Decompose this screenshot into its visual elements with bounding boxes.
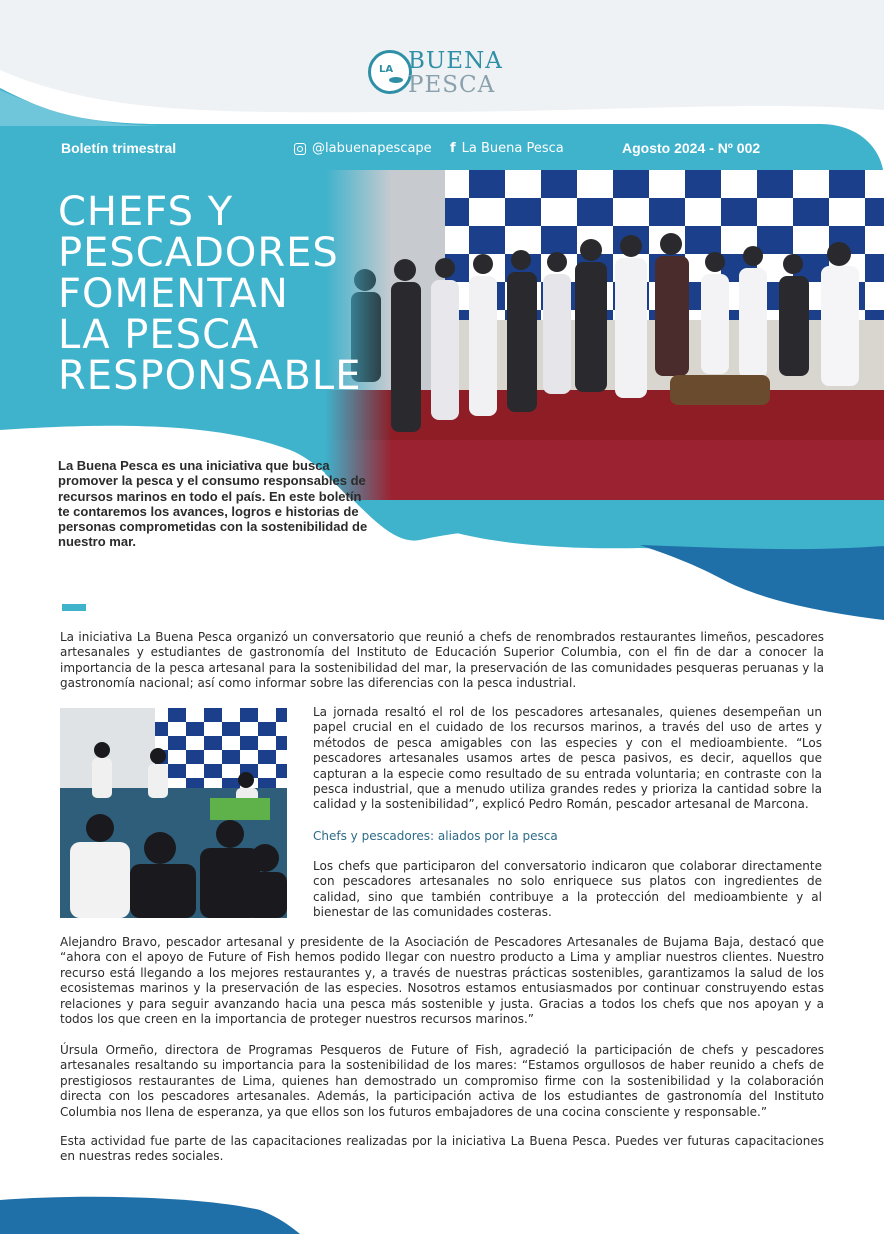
instagram-text: @labuenapescape (312, 141, 432, 156)
logo-line-1: BUENA (408, 48, 503, 74)
logo-line-2: PESCA (408, 72, 496, 98)
paragraph-2: La jornada resaltó el rol de los pescadores artesanales, quienes desempeñan un papel crucial en el cuidado de los recursos marinos, a través del uso de artes y métodos de pesca amigables con las especies y con el medioambiente. “Los pescadores artesanales usamos artes de pesca pasivos, es decir, aquellos que capturan a la especie como resultado de su entrada voluntaria; en contraste con la pesca industrial, que a menudo utiliza grandes redes y prioriza la cantidad sobre la calidad y la sostenibilidad”, explicó Pedro Román, pescador artesanal de Marcona. (313, 705, 822, 812)
intro-text: La Buena Pesca es una iniciativa que busca promover la pesca y el consumo responsables de recursos marinos en todo el país. En este boletín te contaremos los avances, logros e historias de personas comprometidas con la sostenibilidad de nuestro mar. (58, 458, 368, 550)
fish-logo-icon (368, 50, 412, 94)
paragraph-1: La iniciativa La Buena Pesca organizó un conversatorio que reunió a chefs de renombrados restaurantes limeños, pescadores artesanales y estudiantes de gastronomía del Instituto de Educación Superior Columbia, con el fin de dar a conocer la importancia de la pesca artesanal para la sostenibilidad del mar, la preservación de las comunidades pesqueras peruanas y la gastronomía nacional; así como informar sobre las diferencias con la pesca industrial. (60, 630, 824, 691)
paragraph-4: Alejandro Bravo, pescador artesanal y presidente de la Asociación de Pescadores Artesanales de Bujama Baja, destacó que “ahora con el apoyo de Future of Fish hemos podido llegar con nuestro producto a Lima y ampliar nuestros clientes. Nuestro recurso está llegando a los mejores restaurantes y, a través de nuestras prácticas sostenibles, garantizamos la salud de los ecosistemas marinos y la preservación de las especies. Nosotros estamos entusiasmados por continuar construyendo estas relaciones y para seguir avanzando hacia una pesca más sostenible y justa. Gracias a todos los chefs que nos apoyan y a todos los que creen en la importancia de proteger nuestros recursos marinos.” (60, 935, 824, 1027)
facebook-icon: f (450, 141, 456, 156)
instagram-handle[interactable] (294, 141, 432, 156)
headline-line-3: FOMENTAN (58, 271, 289, 317)
paragraph-6: Esta actividad fue parte de las capacitaciones realizadas por la iniciativa La Buena Pesca. Puedes ver futuras capacitaciones en nuestras redes sociales. (60, 1134, 824, 1164)
facebook-text: La Buena Pesca (461, 141, 564, 156)
instagram-icon (294, 143, 306, 155)
section-divider (62, 604, 86, 611)
edition-label: Agosto 2024 - Nº 002 (622, 140, 761, 156)
main-headline (58, 189, 378, 399)
boletin-label: Boletín trimestral (61, 140, 177, 156)
headline-line-5: RESPONSABLE (58, 353, 362, 399)
paragraph-3: Los chefs que participaron del conversatorio indicaron que colaborar directamente con pescadores artesanales no solo enriquece sus platos con ingredientes de calidad, sino que también contribuye a la protección del medioambiente y al bienestar de las comunidades costeras. (313, 859, 822, 920)
paragraph-5: Úrsula Ormeño, directora de Programas Pesqueros de Future of Fish, agradeció la participación de chefs y pescadores artesanales resaltando su importancia para la sostenibilidad de los mares: “Estamos orgullosos de haber reunido a chefs de prestigiosos restaurantes de Lima, quienes han demostrado un compromiso firme con la sostenibilidad y la colaboración directa con los pescadores artesanales. Además, la participación activa de los estudiantes de gastronomía del Instituto Columbia nos llena de esperanza, ya que ellos son los futuros embajadores de una cocina consciente y responsable.” (60, 1043, 824, 1119)
facebook-page[interactable] (450, 141, 564, 156)
section-subheading: Chefs y pescadores: aliados por la pesca (313, 829, 558, 843)
headline-line-4: LA PESCA (58, 312, 260, 358)
la-buena-pesca-logo (368, 48, 518, 100)
headline-line-1: CHEFS Y (58, 189, 234, 235)
conversatorio-photo (60, 708, 287, 918)
logo-la-text: LA (379, 64, 394, 75)
headline-line-2: PESCADORES (58, 230, 339, 276)
